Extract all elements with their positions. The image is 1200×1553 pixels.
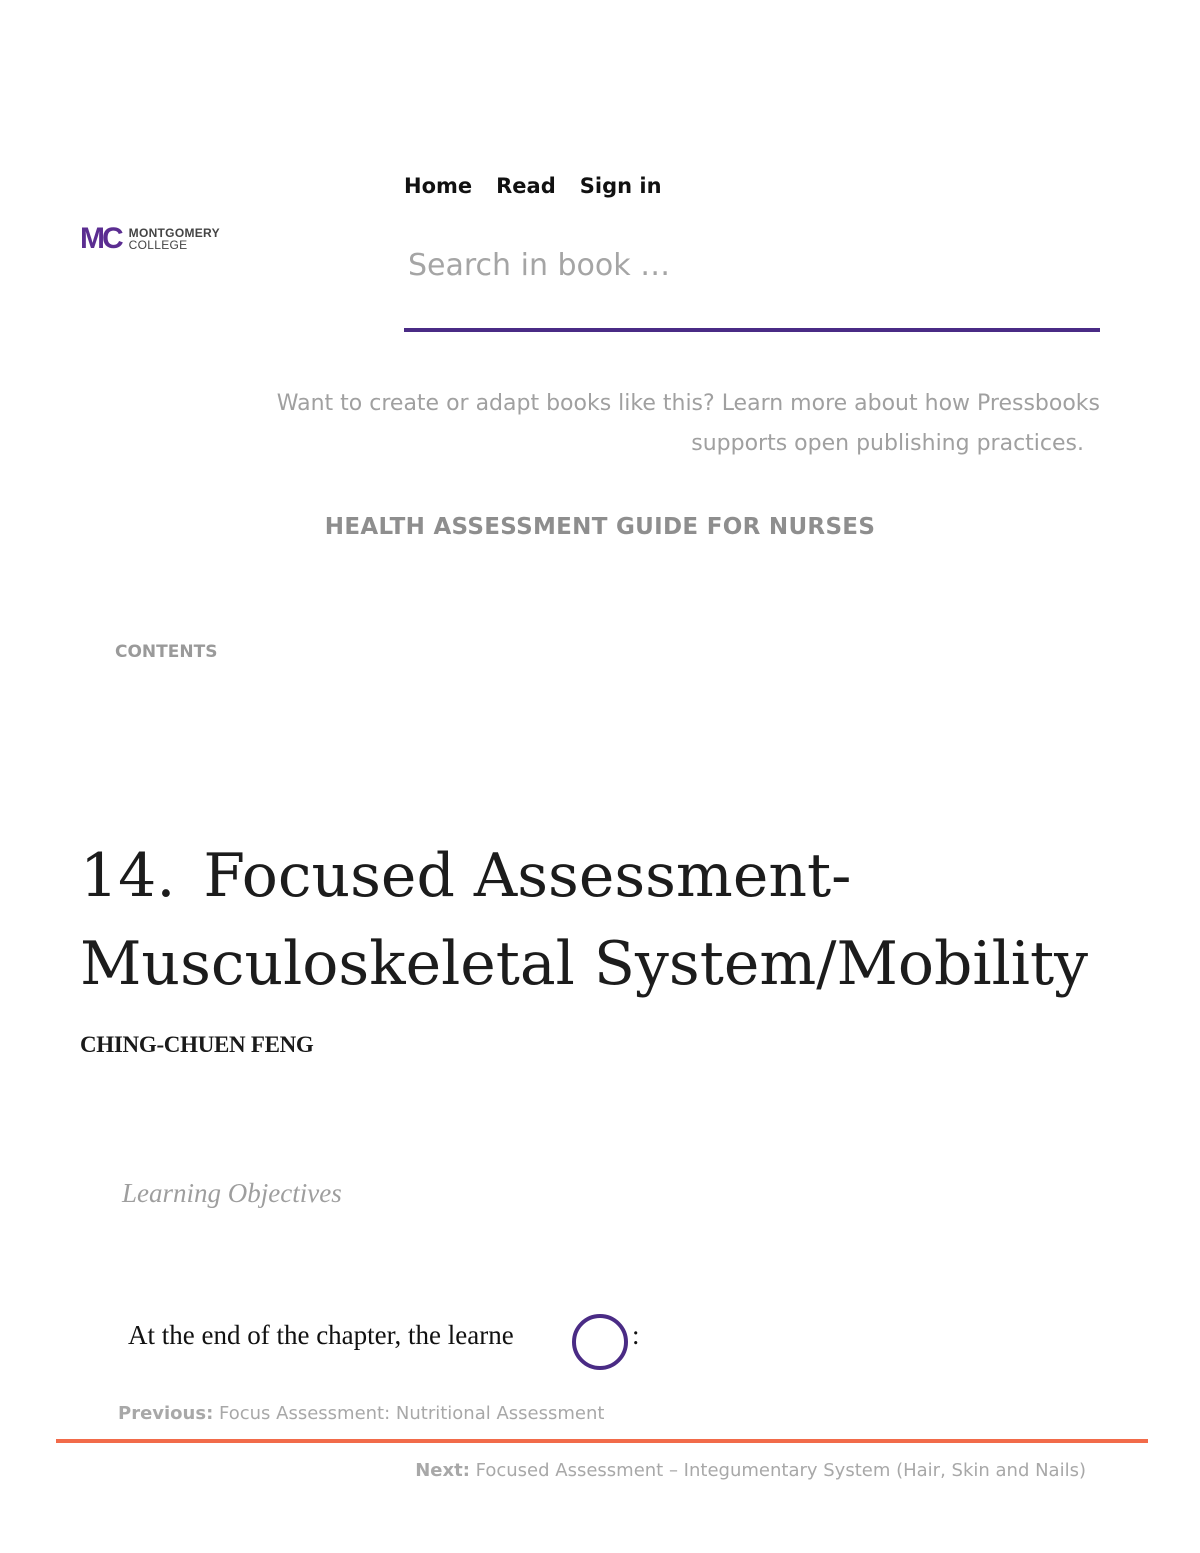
chapter-number: 14. bbox=[80, 841, 176, 911]
next-label: Next: bbox=[415, 1460, 470, 1481]
cursor-ring-icon bbox=[572, 1314, 628, 1370]
nav-sign-in-link[interactable]: Sign in bbox=[579, 174, 662, 198]
logo-line1: MONTGOMERY bbox=[128, 226, 220, 240]
learning-objectives-intro-end: : bbox=[632, 1320, 640, 1350]
logo-text bbox=[129, 227, 220, 251]
pagination-divider bbox=[56, 1439, 1148, 1443]
promo-line1: Want to create or adapt books like this? Learn more about how Pressbooks bbox=[276, 391, 1100, 416]
book-title[interactable]: HEALTH ASSESSMENT GUIDE FOR NURSES bbox=[324, 514, 876, 540]
logo-line2: COLLEGE bbox=[128, 238, 188, 252]
nav-home-link[interactable]: Home bbox=[404, 174, 473, 198]
promo-line2: supports open publishing practices. bbox=[691, 431, 1084, 456]
contents-button[interactable]: CONTENTS bbox=[115, 642, 218, 662]
pressbooks-promo[interactable] bbox=[180, 384, 1100, 464]
previous-chapter-link[interactable] bbox=[118, 1403, 604, 1424]
learning-objectives-heading: Learning Objectives bbox=[122, 1178, 342, 1208]
search-bar bbox=[404, 240, 1100, 332]
top-nav bbox=[404, 174, 662, 198]
search-input[interactable] bbox=[404, 240, 1100, 291]
logo-mark: MC bbox=[80, 222, 121, 255]
chapter-title-line2: Musculoskeletal System/Mobility bbox=[80, 929, 1088, 999]
previous-title: Focus Assessment: Nutritional Assessment bbox=[219, 1403, 605, 1424]
chapter-author: CHING-CHUEN FENG bbox=[80, 1032, 314, 1057]
previous-label: Previous: bbox=[118, 1403, 214, 1424]
chapter-title-line1: Focused Assessment- bbox=[203, 841, 852, 911]
next-chapter-link[interactable] bbox=[415, 1460, 1086, 1481]
college-logo[interactable] bbox=[80, 224, 220, 254]
chapter-title bbox=[80, 832, 1120, 1008]
next-title: Focused Assessment – Integumentary System (Hair, Skin and Nails) bbox=[475, 1460, 1086, 1481]
learning-objectives-intro: At the end of the chapter, the learne bbox=[128, 1320, 514, 1350]
nav-read-link[interactable]: Read bbox=[496, 174, 556, 198]
